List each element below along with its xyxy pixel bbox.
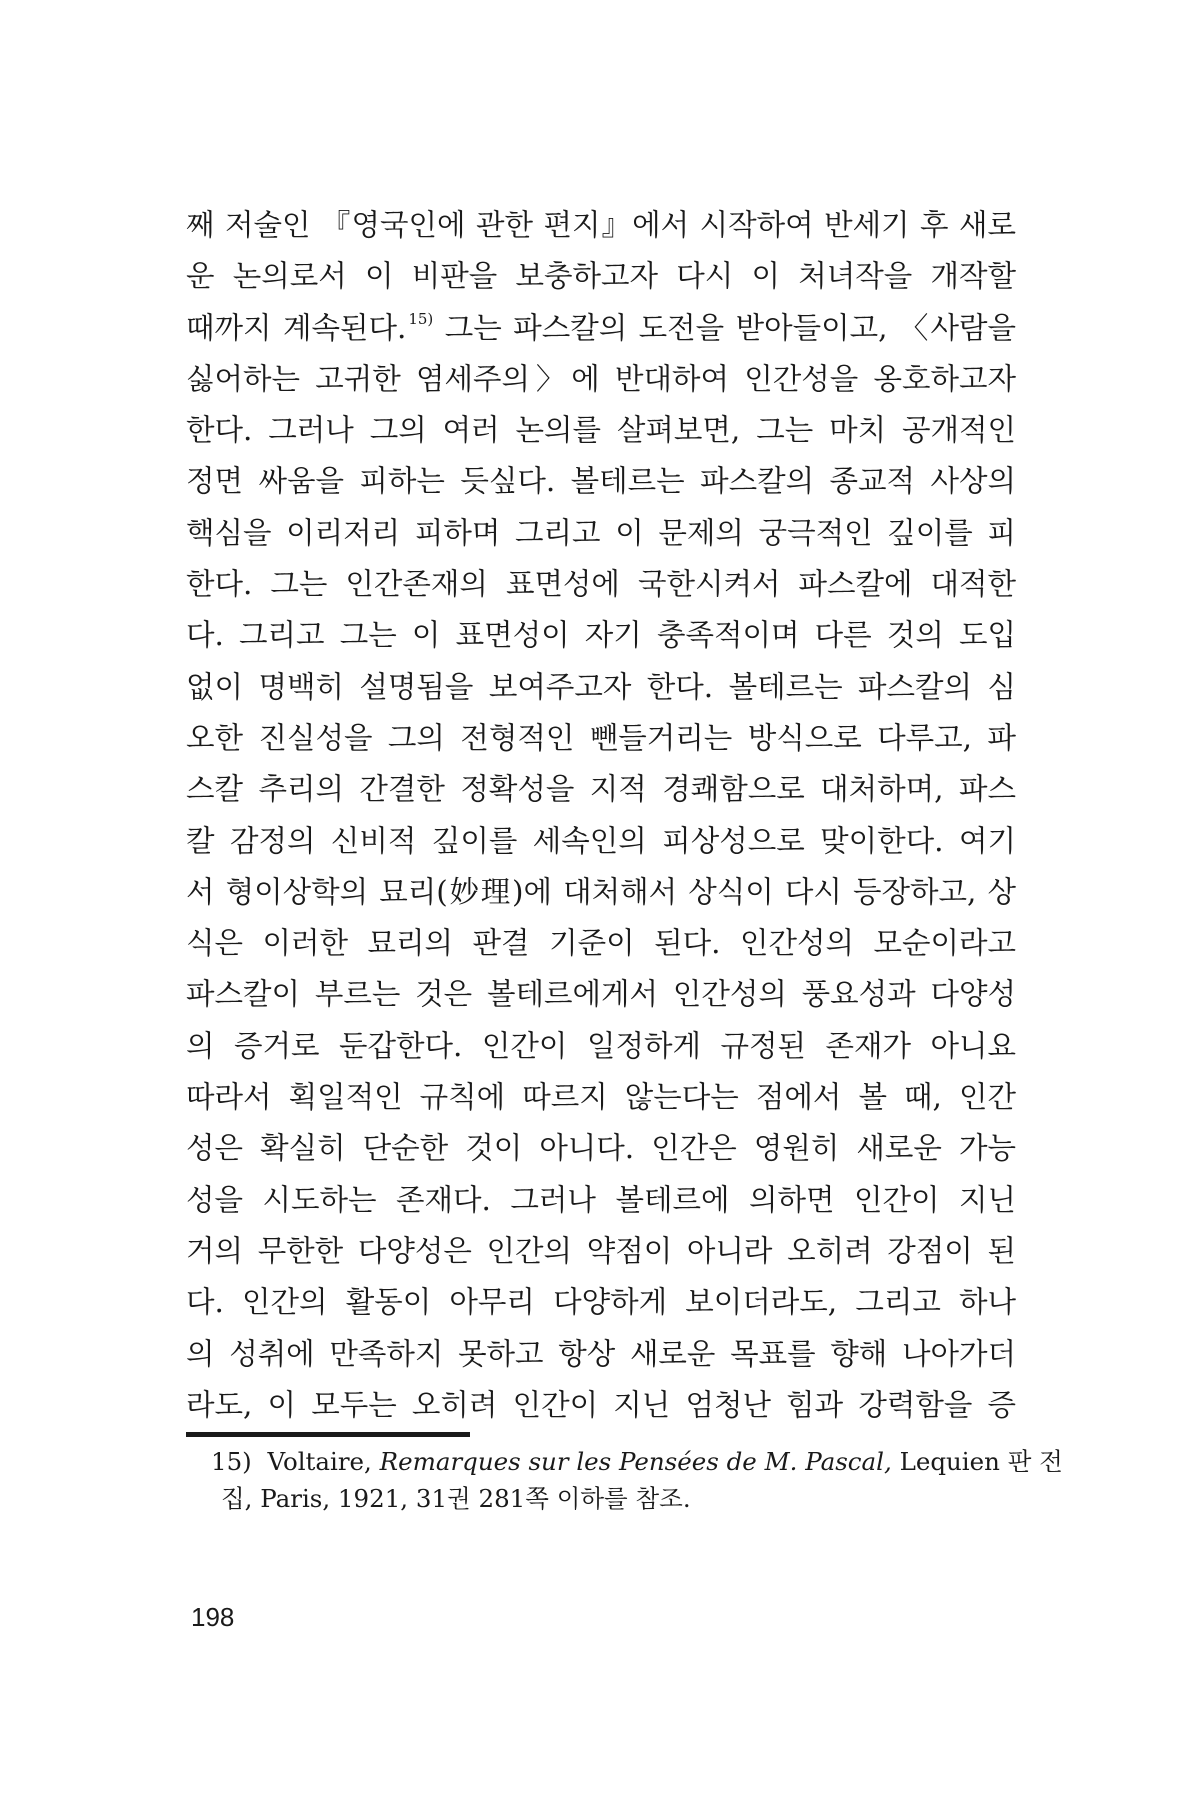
text-line-with-footnote (186, 303, 1016, 354)
body-text (186, 200, 1016, 1431)
text-line: 파스칼이 부르는 것은 볼테르에게서 인간성의 풍요성과 다양성 (186, 977, 1016, 1012)
text-line: 핵심을 이리저리 피하며 그리고 이 문제의 궁극적인 깊이를 피 (186, 515, 1016, 550)
text-line: 운 논의로서 이 비판을 보충하고자 다시 이 처녀작을 개작할 (186, 259, 1016, 294)
text-line: 싫어하는 고귀한 염세주의〉에 반대하여 인간성을 옹호하고자 (186, 361, 1016, 396)
footnote (211, 1443, 1063, 1517)
footnote-edition: Lequien 판 전 (899, 1447, 1063, 1476)
text-line: 없이 명백히 설명됨을 보여주고자 한다. 볼테르는 파스칼의 심 (186, 669, 1016, 704)
page-number: 198 (191, 1602, 235, 1632)
text-line: 의 성취에 만족하지 못하고 항상 새로운 목표를 향해 나아가더 (186, 1336, 1016, 1371)
text-line: 라도, 이 모두는 오히려 인간이 지닌 엄청난 힘과 강력함을 증 (186, 1387, 1016, 1422)
text-line: 한다. 그러나 그의 여러 논의를 살펴보면, 그는 마치 공개적인 (186, 413, 1016, 448)
text-line: 정면 싸움을 피하는 듯싶다. 볼테르는 파스칼의 종교적 사상의 (186, 464, 1016, 499)
text-line: 다. 인간의 활동이 아무리 다양하게 보이더라도, 그리고 하나 (186, 1285, 1016, 1320)
text-line: 째 저술인 『영국인에 관한 편지』에서 시작하여 반세기 후 새로 (186, 208, 1016, 242)
text-segment: 그는 파스칼의 도전을 받아들이고, 〈사람을 (433, 310, 1017, 345)
text-line: 성을 시도하는 존재다. 그러나 볼테르에 의하면 인간이 지닌 (186, 1182, 1016, 1217)
text-segment: 때까지 계속된다. (186, 310, 407, 345)
text-line: 칼 감정의 신비적 깊이를 세속인의 피상성으로 맞이한다. 여기 (186, 823, 1016, 858)
footnote-line: 집, Paris, 1921, 31권 281쪽 이하를 참조. (221, 1484, 691, 1513)
text-line: 서 형이상학의 묘리(妙理)에 대처해서 상식이 다시 등장하고, 상 (186, 874, 1016, 909)
footnote-title: Remarques sur les Pensées de M. Pascal, (379, 1447, 892, 1476)
footnote-number: 15) (211, 1447, 252, 1476)
text-line: 따라서 획일적인 규칙에 따르지 않는다는 점에서 볼 때, 인간 (186, 1080, 1016, 1115)
text-line: 다. 그리고 그는 이 표면성이 자기 충족적이며 다른 것의 도입 (186, 618, 1016, 653)
footnote-line (211, 1443, 1063, 1480)
text-line: 스칼 추리의 간결한 정확성을 지적 경쾌함으로 대처하며, 파스 (186, 772, 1016, 807)
text-line: 의 증거로 둔갑한다. 인간이 일정하게 규정된 존재가 아니요 (186, 1028, 1016, 1063)
text-line: 성은 확실히 단순한 것이 아니다. 인간은 영원히 새로운 가능 (186, 1131, 1016, 1166)
text-line: 거의 무한한 다양성은 인간의 약점이 아니라 오히려 강점이 된 (186, 1233, 1016, 1268)
text-line: 오한 진실성을 그의 전형적인 뺀들거리는 방식으로 다루고, 파 (186, 720, 1016, 755)
footnote-reference: 15) (408, 309, 434, 328)
text-line: 식은 이러한 묘리의 판결 기준이 된다. 인간성의 모순이라고 (186, 926, 1016, 961)
text-line: 한다. 그는 인간존재의 표면성에 국한시켜서 파스칼에 대적한 (186, 567, 1016, 602)
footnote-divider (186, 1432, 470, 1437)
footnote-author: Voltaire, (267, 1447, 372, 1476)
